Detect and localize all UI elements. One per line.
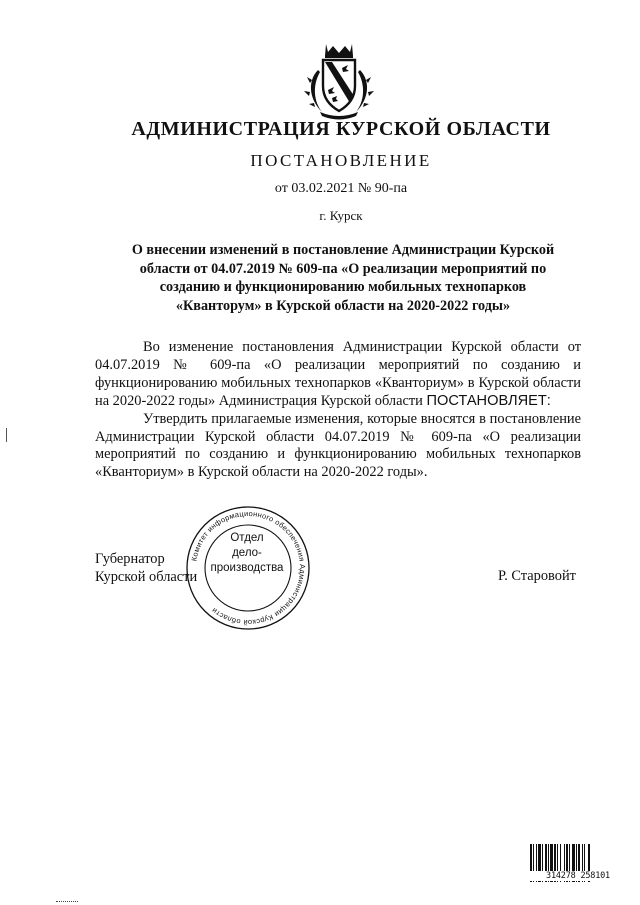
body-paragraph [95,339,581,411]
subject-line: «Кванторум» в Курской области на 2020-2022 годы» [175,297,511,314]
document-type: ПОСТАНОВЛЕНИЕ [250,151,432,170]
stamp-inner-text [208,531,286,576]
document-date-number: от 03.02.2021 № 90-па [274,181,408,196]
subject-line: созданию и функционированию мобильных технопарков [159,279,527,295]
page-edge-mark [6,428,7,442]
subject-line: области от 04.07.2019 № 609-па «О реализации мероприятий по [139,260,547,277]
body-paragraph: Утвердить прилагаемые изменения, которые вносятся в постановление Администрации Курской области 04.07.2019 № 609-па «О реализации мероприятий по созданию и функционированию мобильных технопарков «Кванториум» в Курской области на 2020-2022 годы». [95,410,581,481]
organization-title: АДМИНИСТРАЦИЯ КУРСКОЙ ОБЛАСТИ [131,118,551,140]
document-body [95,339,581,482]
stamp-line: производства [210,562,284,574]
role-line: Курской области [95,569,198,585]
signatory-role [95,550,197,586]
subject-line: О внесении изменений в постановление Администрации Курской [131,242,555,258]
document-city: г. Курск [319,208,363,223]
decree-word: ПОСТАНОВЛЯЕТ: [426,392,551,409]
barcode-number: 314278 258101 [530,871,626,881]
role-line: Губернатор [95,551,165,567]
paragraph-text: Во изменение постановления Администрации Курской области от 04.07.2019 № 609-па «О реализации мероприятий по созданию и функционированию мобильных технопарков «Кванториум» в Курской области на 2020-2022 годы» Администрация Курской области [95,339,581,409]
scan-edge-dots [56,899,78,902]
signatory-name: Р. Старовойт [498,568,576,584]
stamp-line: дело- [232,547,262,559]
stamp-ring-text: Комитет информационного обеспечения Администрации Курской области [189,508,308,628]
document-subject [110,241,576,315]
stamp-line: Отдел [230,532,264,544]
kursk-coat-of-arms-icon [298,40,380,122]
